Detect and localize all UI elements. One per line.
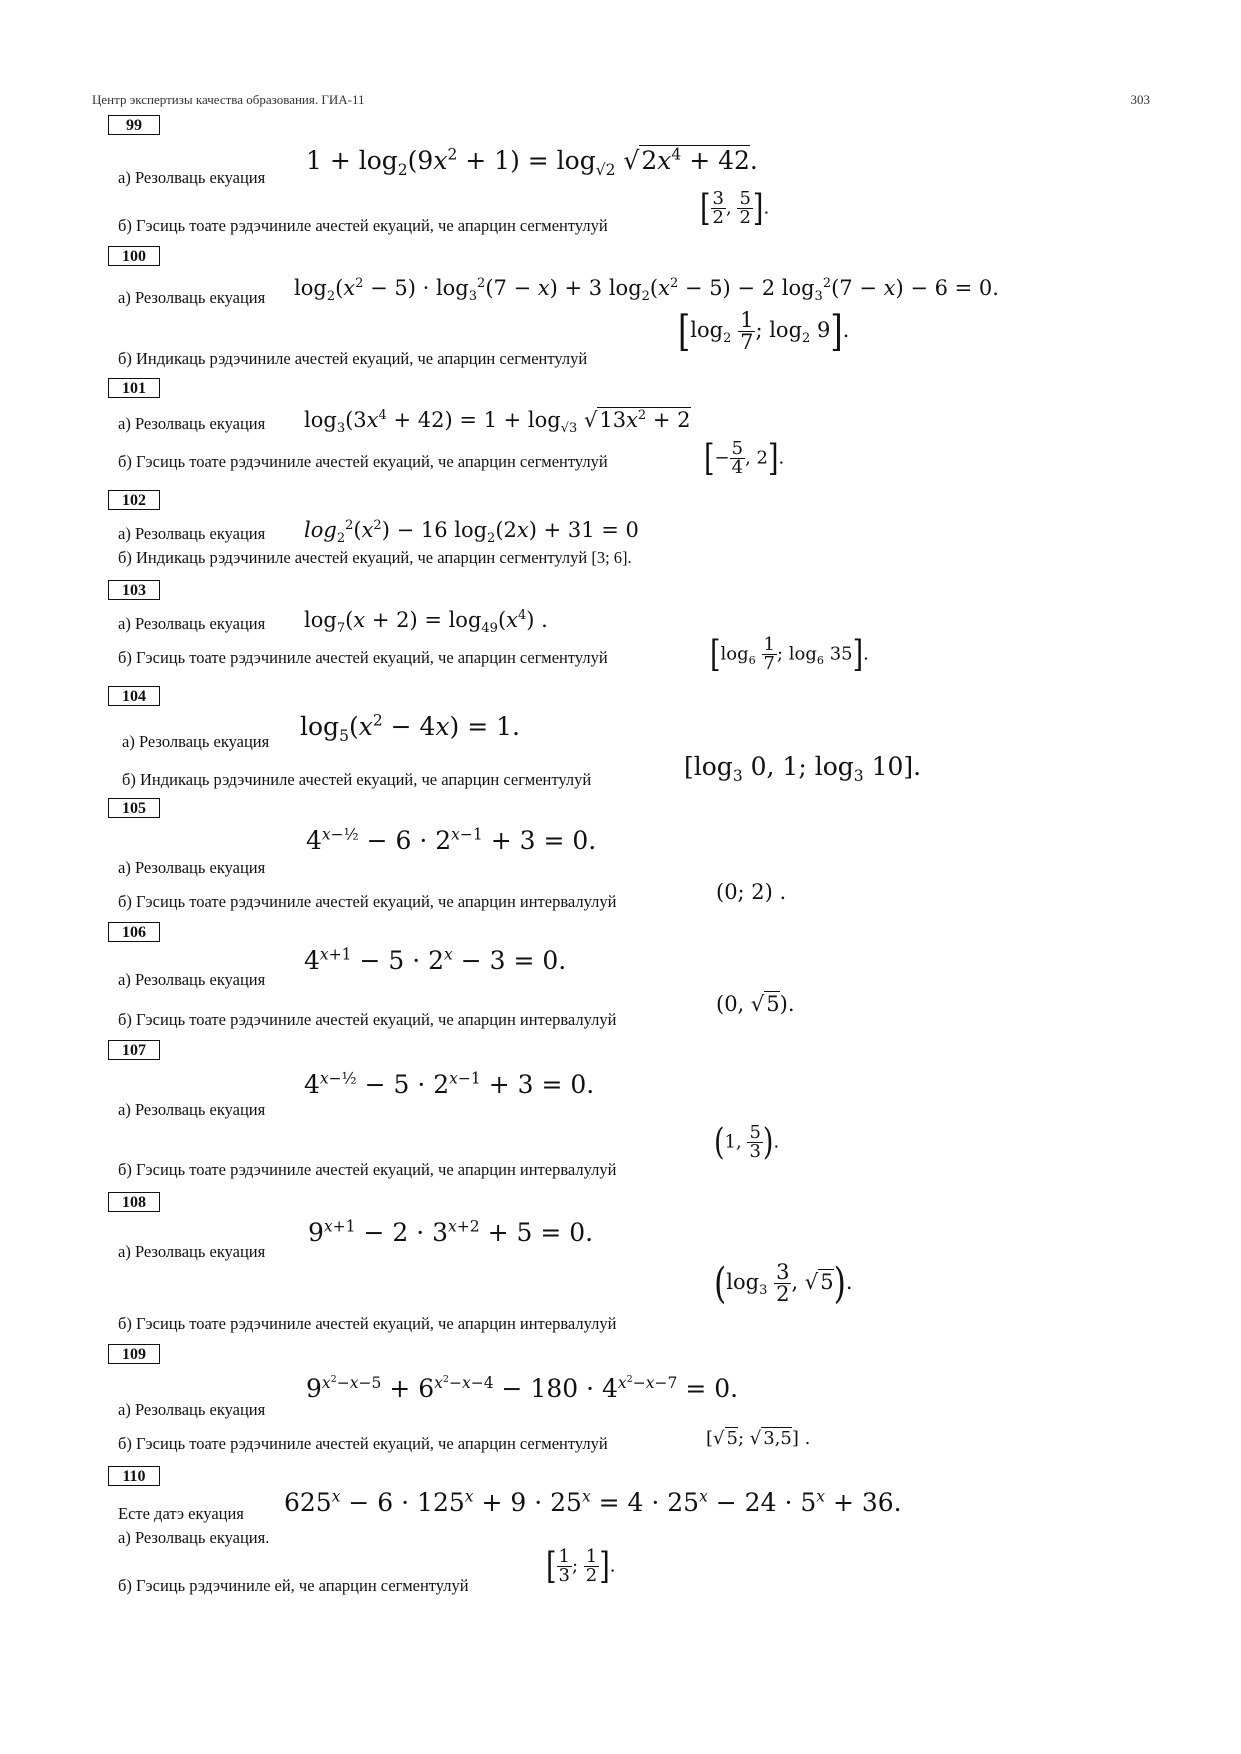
problem-number: 101 — [108, 378, 160, 398]
equation: $4^{x-\frac{1}{2}} - 5 \cdot 2^{x-1} + 3 = 0$. — [304, 1069, 595, 1099]
intro-label: Есте датэ екуация — [118, 1504, 244, 1523]
problem-number: 99 — [108, 115, 160, 135]
part-b-label: б) Гэсиць тоате рэдэчиниле ачестей екуаций, че апарцин интервалулуй — [118, 892, 617, 911]
answer-interval: [− $\frac{5}{4}$ , 2]. — [704, 437, 785, 480]
problem-number: 107 — [108, 1040, 160, 1060]
equation: $9^{x+1} - 2 \cdot 3^{x+2} + 5 = 0$. — [308, 1217, 594, 1247]
part-a-label: а) Резолваць екуация — [118, 970, 266, 989]
answer-interval: (0; 2) . — [716, 880, 787, 904]
part-a-label: а) Резолваць екуация — [118, 414, 266, 433]
equation: $1 + \log_2(9x^2 + 1) = \log_{√2} √2x^4 + 42$. — [306, 145, 758, 179]
part-a-label: а) Резолваць екуация — [118, 614, 266, 633]
part-b-label: б) Индикаць рэдэчиниле ачестей екуаций, че апарцин сегментулуй [3; 6]. — [118, 548, 632, 567]
equation: $\log_5(x^2 - 4x) = 1$. — [300, 711, 520, 745]
header-title: Центр экспертизы качества образования. ГИА-11 — [92, 92, 365, 107]
problem-number: 104 — [108, 686, 160, 706]
part-b-label: б) Гэсиць тоате рэдэчиниле ачестей екуаций, че апарцин интервалулуй — [118, 1010, 617, 1029]
answer-interval: ($\log_3$ $\frac{3}{2}$ , √5). — [714, 1259, 853, 1308]
part-b-label: б) Индикаць рэдэчиниле ачестей екуаций, че апарцин сегментулуй — [122, 770, 592, 789]
equation: $4^{x-\frac{1}{2}} - 6 \cdot 2^{x-1} + 3 = 0$. — [306, 825, 597, 855]
problem-number: 109 — [108, 1344, 160, 1364]
part-b-label: б) Гэсиць тоате рэдэчиниле ачестей екуаций, че апарцин интервалулуй — [118, 1160, 617, 1179]
part-a-label: а) Резолваць екуация — [118, 288, 266, 307]
part-b-label: б) Гэсиць тоате рэдэчиниле ачестей екуаций, че апарцин сегментулуй — [118, 216, 608, 235]
part-a-label: а) Резолваць екуация — [118, 1400, 266, 1419]
answer-interval: [$\log_3$ 0, 1; $\log_3 10$]. — [684, 752, 922, 785]
part-b-label: б) Гэсиць тоате рэдэчиниле ачестей екуаций, че апарцин сегментулуй — [118, 452, 608, 471]
problem-number: 100 — [108, 246, 160, 266]
answer-interval: [$\log_6$ $\frac{1}{7}$ ; $\log_6 35$]. — [710, 633, 869, 676]
part-a-label: а) Резолваць екуация. — [118, 1528, 270, 1547]
answer-interval: [ $\frac{1}{3}$ ; $\frac{1}{2}$ ]. — [546, 1545, 616, 1588]
part-a-label: а) Резолваць екуация — [118, 1100, 266, 1119]
equation: $9^{x^2-x-5} + 6^{x^2-x-4} - 180 \cdot 4^{x^2-x-7} = 0$. — [306, 1373, 739, 1403]
part-a-label: а) Резолваць екуация — [122, 732, 270, 751]
answer-interval: [$\log_2$ $\frac{1}{7}$ ; $\log_2 9$]. — [678, 307, 850, 356]
part-a-label: а) Резолваць екуация — [118, 858, 266, 877]
part-a-label: а) Резолваць екуация — [118, 524, 266, 543]
part-b-label: б) Индикаць рэдэчиниле ачестей екуаций, че апарцин сегментулуй — [118, 349, 588, 368]
part-a-label: а) Резолваць екуация — [118, 1242, 266, 1261]
part-b-label: б) Гэсиць рэдэчиниле ей, че апарцин сегментулуй — [118, 1576, 469, 1595]
problem-number: 102 — [108, 490, 160, 510]
page-header — [92, 92, 1150, 110]
answer-interval: [√ 5; √ 3,5] . — [706, 1428, 811, 1449]
equation: $625^x - 6 \cdot 125^x + 9 \cdot 25^x = 4 \cdot 25^x - 24 \cdot 5^x + 36$. — [284, 1487, 902, 1517]
part-b-label: б) Гэсиць тоате рэдэчиниле ачестей екуаций, че апарцин интервалулуй — [118, 1314, 617, 1333]
equation: $\log_3(3x^4 + 42) = 1 + \log_{√3} √13x^2 + 2$ — [304, 408, 691, 437]
answer-interval: (1, $\frac{5}{3}$ ). — [714, 1121, 780, 1164]
problem-number: 106 — [108, 922, 160, 942]
equation: $4^{x+1} - 5 \cdot 2^x - 3 = 0$. — [304, 945, 567, 975]
problem-number: 103 — [108, 580, 160, 600]
problem-number: 110 — [108, 1466, 160, 1486]
equation: $\log_2^2(x^2) - 16$ $\log_2(2x) + 31 = 0$ — [304, 518, 639, 547]
part-b-label: б) Гэсиць тоате рэдэчиниле ачестей екуаций, че апарцин сегментулуй — [118, 1434, 608, 1453]
answer-interval: [ $\frac{3}{2}$ , $\frac{5}{2}$ ]. — [700, 187, 770, 230]
part-a-label: а) Резолваць екуация — [118, 168, 266, 187]
part-b-label: б) Гэсиць тоате рэдэчиниле ачестей екуаций, че апарцин сегментулуй — [118, 648, 608, 667]
page-number: 303 — [1130, 92, 1150, 107]
answer-interval: (0, √5). — [716, 992, 795, 1016]
problem-number: 108 — [108, 1192, 160, 1212]
equation: $\log_7(x + 2) = \log_{49}(x^4)$ . — [304, 608, 548, 637]
problem-number: 105 — [108, 798, 160, 818]
equation: $\log_2(x^2 - 5) \cdot \log_3^2(7 - x) + 3$ $\log_2(x^2 - 5) - 2$ $\log_3^2(7 - x) - 6 = 0$. — [294, 276, 999, 305]
